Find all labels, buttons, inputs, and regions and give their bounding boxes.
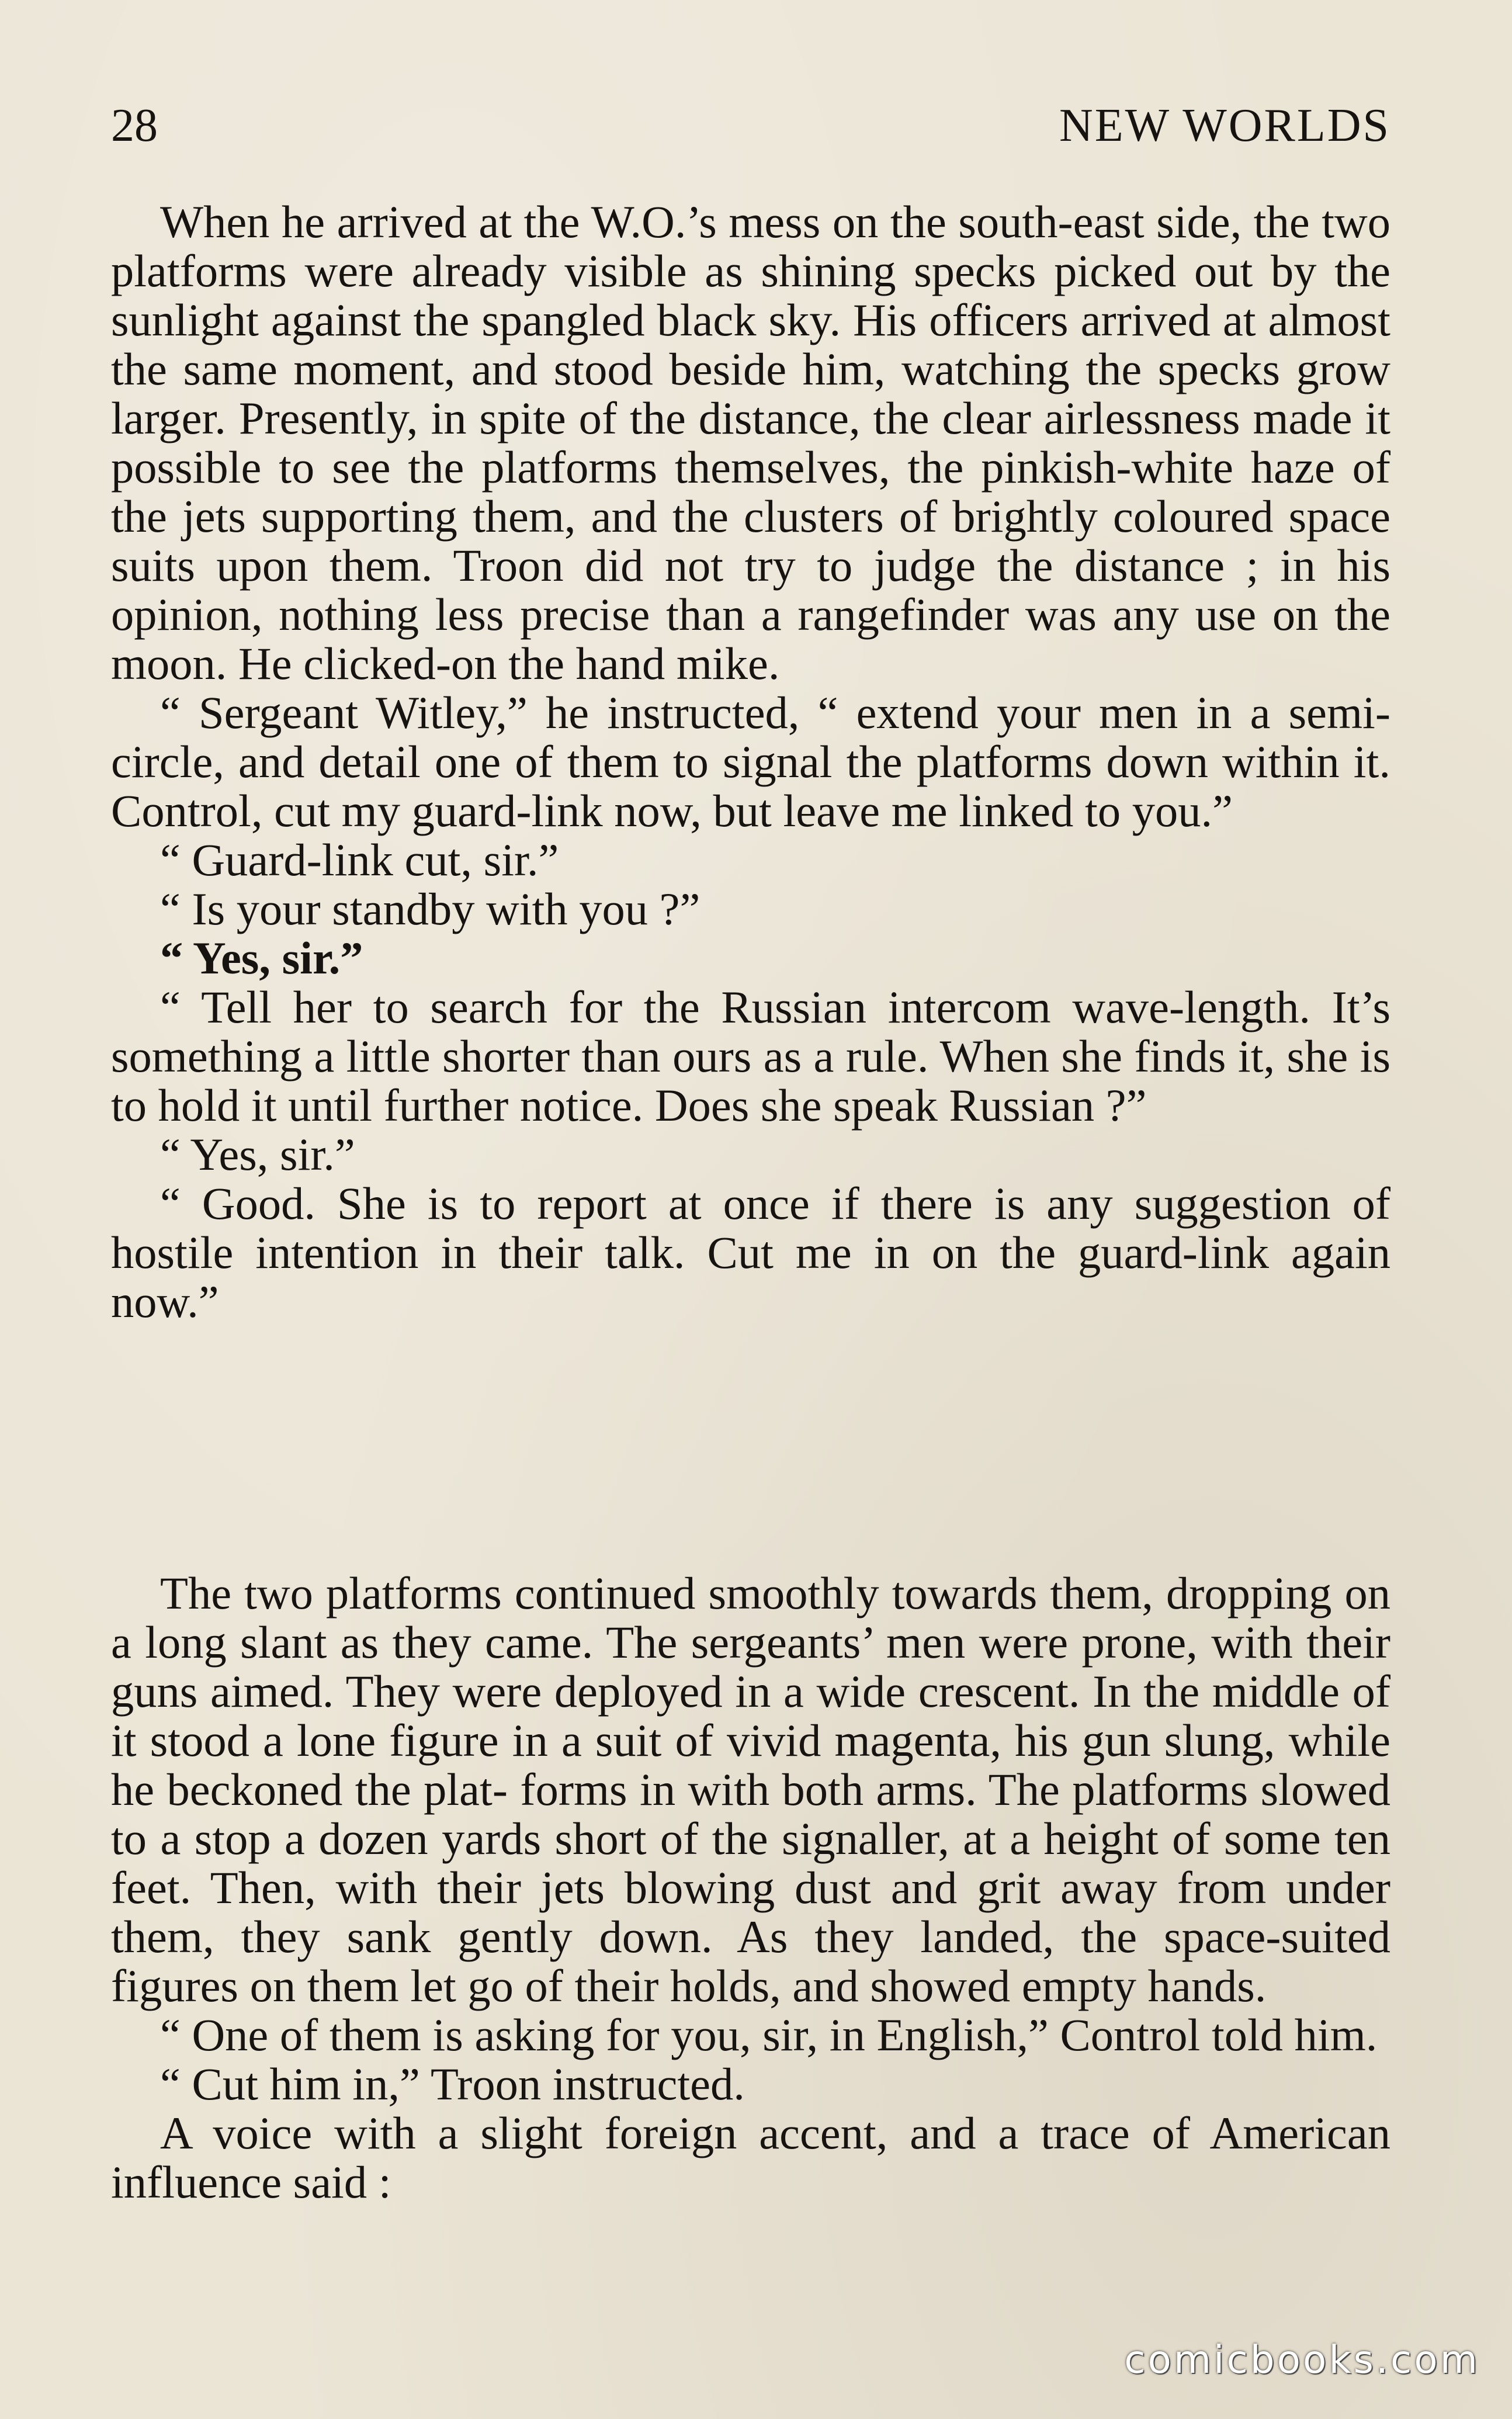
dialogue-paragraph: “ Guard-link cut, sir.” <box>160 834 559 885</box>
running-title: NEW WORLDS <box>1059 100 1390 151</box>
watermark: comicbooks.com <box>1124 2337 1480 2382</box>
page-number: 28 <box>111 100 158 151</box>
paragraph: The two platforms continued smoothly towards them, dropping on a long slant as they came. The sergeants’ men were prone, with their guns aimed. They were deployed in a wide crescent. In the middle of it stood a lone figure in a suit of vivid magenta, his gun slung, while he beckoned the plat- forms in with both arms. The platforms slowed to a stop a dozen yards short of the signaller, at a height of some ten feet. Then, with their jets blowing dust and grit away from under them, they sank gently down. As they landed, the space-suited figures on them let go of their holds, and showed empty hands. <box>111 1568 1390 2011</box>
page-header <box>111 96 1390 161</box>
dialogue-paragraph: “ Is your standby with you ?” <box>160 883 700 934</box>
text-section-2 <box>111 1569 1390 2207</box>
dialogue-paragraph: “ Sergeant Witley,” he instructed, “ extend your men in a semi-circle, and detail one of them to signal the platforms down within it. Control, cut my guard-link now, but leave me linked to you.” <box>111 687 1390 836</box>
text-section-1 <box>111 197 1390 1326</box>
dialogue-paragraph: “ Tell her to search for the Russian intercom wave-length. It’s something a little shorter than ours as a rule. When she finds it, she is to hold it until further notice. Does she speak Russian ?” <box>111 982 1390 1131</box>
dialogue-paragraph: “ Yes, sir.” <box>160 1129 355 1180</box>
paragraph: When he arrived at the W.O.’s mess on the south-east side, the two platforms were already visible as shining specks picked out by the sunlight against the spangled black sky. His officers arrived at almost the same moment, and stood beside him, watching the specks grow larger. Presently, in spite of the distance, the clear airlessness made it possible to see the platforms themselves, the pinkish-white haze of the jets supporting them, and the clusters of brightly coloured space suits upon them. Troon did not try to judge the distance ; in his opinion, nothing less precise than a rangefinder was any use on the moon. He clicked-on the hand mike. <box>111 196 1390 689</box>
dialogue-paragraph: “ Cut him in,” Troon instructed. <box>160 2058 745 2109</box>
dialogue-paragraph: “ Yes, sir.” <box>160 933 363 983</box>
dialogue-paragraph: “ Good. She is to report at once if there is any suggestion of hostile intention in their talk. Cut me in on the guard-link again now.” <box>111 1178 1390 1327</box>
dialogue-paragraph: “ One of them is asking for you, sir, in English,” Control told him. <box>160 2009 1378 2060</box>
paragraph: A voice with a slight foreign accent, and a trace of American influence said : <box>111 2108 1390 2207</box>
